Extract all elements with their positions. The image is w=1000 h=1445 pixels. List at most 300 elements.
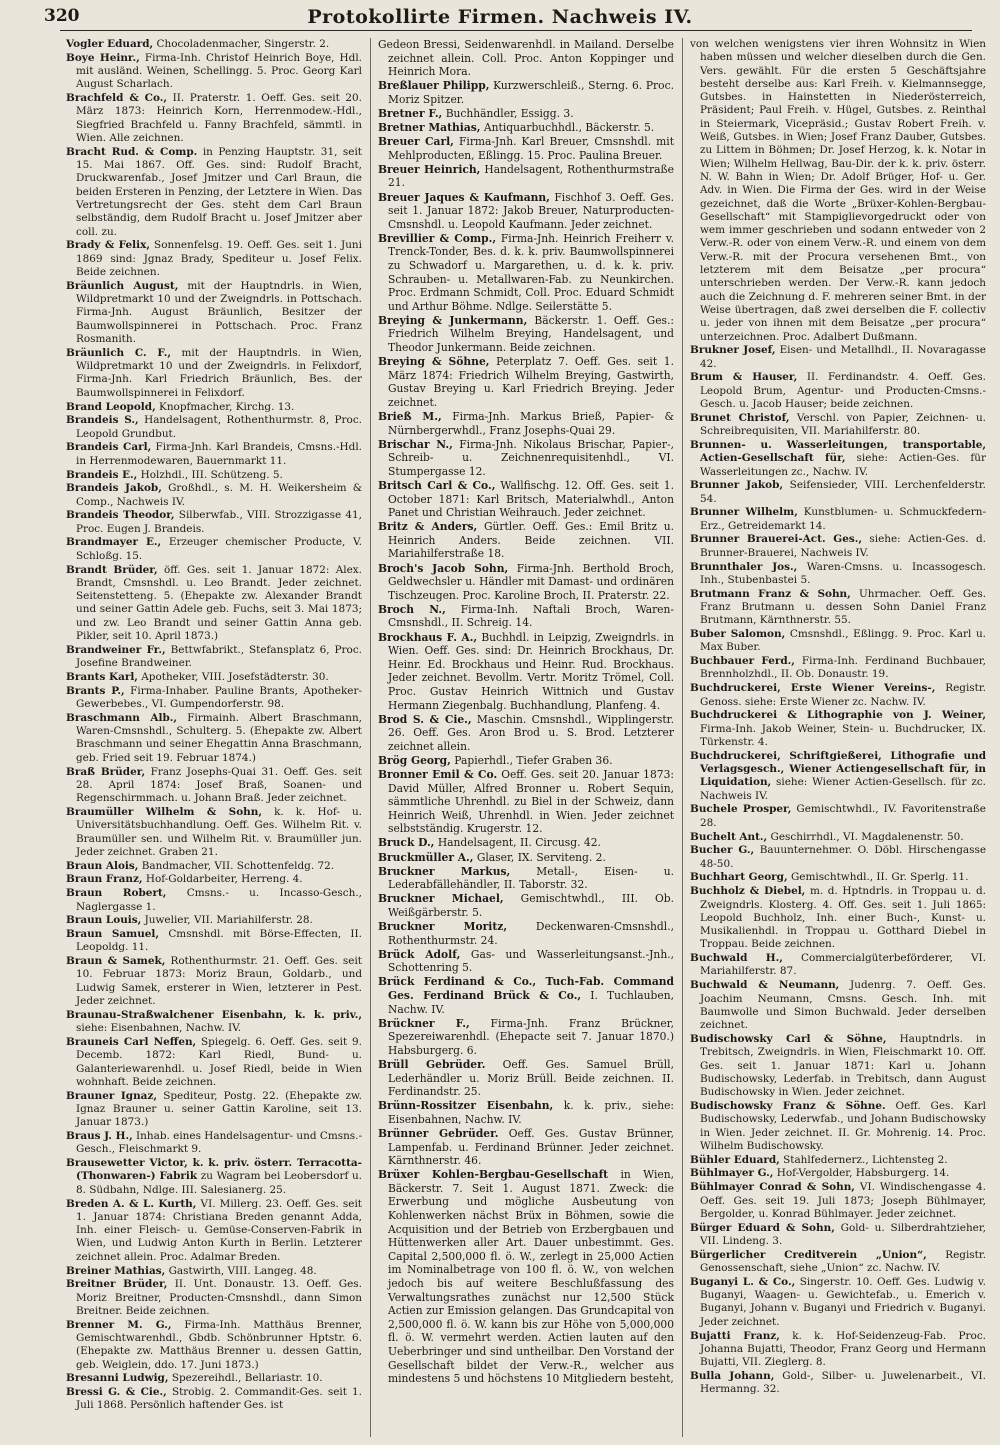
entry-firm-name: Brück Adolf, xyxy=(378,947,461,961)
entry-firm-name: Braun Louis, xyxy=(66,914,142,927)
entry-firm-name: Brieß M., xyxy=(378,410,442,424)
directory-entry xyxy=(690,952,986,979)
entry-details: Oeff. Ges. Gustav Brünner, Lampenfab. u. Ferdinand Brünner. Jeder zeichnet. Kärnthnerstr. 46. xyxy=(388,1126,674,1168)
entry-details: Gold-, Silber- u. Juwelenarbeit., VI. Hermanng. 32. xyxy=(700,1369,986,1396)
directory-entry xyxy=(378,631,674,713)
entry-firm-name: Brockhaus F. A., xyxy=(378,630,478,644)
entry-firm-name: Buchelt Ant., xyxy=(690,830,768,843)
directory-entry xyxy=(378,121,674,135)
entry-firm-name: Bruckner Markus, xyxy=(378,864,511,878)
directory-entry xyxy=(66,887,362,914)
directory-entry xyxy=(378,38,674,79)
entry-details: Singerstr. 10. Oeff. Ges. Ludwig v. Buganyi, Waagen- u. Gewichtefab., u. Emerich v. Buganyi, Johann v. Buganyi und Friedrich v. Buganyi. Jeder zeichnet. xyxy=(700,1275,986,1328)
entry-details: Wallfischg. 12. Off. Ges. seit 1. October 1871: Karl Britsch, Materialwhdl., Anton Panet und Christian Weihrauch. Jeder zeichnet. xyxy=(388,479,674,520)
entry-details: Gedeon Bressi, Seidenwarenhdl. in Mailand. Derselbe zeichnet allein. Coll. Proc. Anton Koppinger und Heinrich Mora. xyxy=(378,38,674,79)
directory-entry xyxy=(66,873,362,886)
directory-entry xyxy=(66,441,362,468)
entry-details: Fischhof 3. Oeff. Ges. seit 1. Januar 1872: Jakob Breuer, Naturproducten-Cmsnshdl. u. Leopold Kaufmann. Jeder zeichnet. xyxy=(388,190,674,231)
directory-entry xyxy=(690,803,986,830)
entry-firm-name: Vogler Eduard, xyxy=(66,38,154,50)
entry-firm-name: Bräunlich August, xyxy=(66,279,179,292)
entry-details: Firma-Jnh. Berthold Broch, Geldwechsler u. Händler mit Damast- und ordinären Tischzeugen. Proc. Karoline Broch, II. Praterstr. 22. xyxy=(388,561,674,602)
directory-entry xyxy=(66,239,362,279)
directory-entry xyxy=(690,371,986,411)
entry-firm-name: Brunnthaler Jos., xyxy=(690,560,798,573)
entry-firm-name: Buber Salomon, xyxy=(690,628,786,641)
entry-firm-name: Brandeis Carl, xyxy=(66,441,152,454)
directory-entry xyxy=(66,644,362,671)
page-number: 320 xyxy=(44,6,80,26)
entry-details: öff. Ges. seit 1. Januar 1872: Alex. Brandt, Cmsnshdl. u. Leo Brandt. Jeder zeichnet. Seitenstetteng. 5. (Ehepakte zw. Alexander Brandt und seiner Gattin Adele geb. Fuchs, seit 3. Mai 1873; und zw. Leo Brandt und seiner Gattin Anna geb. Pikler, seit 10. April 1873.) xyxy=(76,563,362,643)
directory-entry xyxy=(378,1099,674,1126)
directory-entry xyxy=(66,1372,362,1385)
directory-entry xyxy=(378,1017,674,1058)
entry-details: Gastwirth, VIII. Langeg. 48. xyxy=(168,1264,317,1277)
entry-details: Cmsns.- u. Incasso-Gesch., Naglergasse 1. xyxy=(76,887,362,913)
entry-firm-name: Brunnen- u. Wasserleitungen, transportable, Actien-Gesellschaft für, xyxy=(690,438,986,465)
entry-details: Geschirrhdl., VI. Magdalenenstr. 50. xyxy=(770,830,964,843)
directory-entry xyxy=(378,836,674,850)
directory-entry xyxy=(378,713,674,754)
entry-details: Commercialgüterbeförderer, VI. Mariahilferstr. 87. xyxy=(700,952,986,978)
entry-details: Bettwfabrikt., Stefansplatz 6, Proc. Josefine Brandweiner. xyxy=(76,643,362,670)
directory-entry xyxy=(66,1265,362,1278)
directory-entry xyxy=(66,1198,362,1264)
entry-details: Oeff. Ges. seit 20. Januar 1873: David Müller, Alfred Bronner u. Robert Sequin, sämmtliche Uhrenhdl. zu Biel in der Schweiz, dann Heinrich Weiß, Uhrenhdl. in Wien. Jeder zeichnet selbstständig. Krugerstr. 12. xyxy=(388,767,674,836)
directory-entry xyxy=(690,1154,986,1167)
entry-firm-name: Braun Franz, xyxy=(66,873,143,886)
entry-firm-name: Brausewetter Victor, k. k. priv. österr. Terracotta- (Thonwaren-) Fabrik xyxy=(66,1157,362,1183)
entry-details: Chocoladenmacher, Singerstr. 2. xyxy=(156,38,330,50)
entry-details: Registr. Genoss. siehe: Erste Wiener zc. Nachw. IV. xyxy=(700,682,986,708)
directory-entry xyxy=(378,438,674,479)
directory-entry xyxy=(378,948,674,975)
directory-entry xyxy=(690,885,986,951)
directory-entry xyxy=(690,588,986,628)
directory-entry xyxy=(378,79,674,106)
entry-firm-name: Buchhart Georg, xyxy=(690,871,788,884)
entry-firm-name: Bujatti Franz, xyxy=(690,1329,780,1342)
directory-entry xyxy=(690,439,986,479)
entry-details: Gemischtwhdl., III. Ob. Weißgärberstr. 5. xyxy=(388,892,674,919)
entry-details: II. Ferdinandstr. 4. Oeff. Ges. Leopold Brum, Agentur- und Producten-Cmsns.-Gesch. u. Jacob Hauser; beide zeichnen. xyxy=(700,371,986,411)
directory-entry xyxy=(66,52,362,92)
entry-firm-name: Breitner Brüder, xyxy=(66,1278,168,1291)
directory-entry xyxy=(690,412,986,439)
entry-details: Kunstblumen- u. Schmuckfedern-Erz., Getreidemarkt 14. xyxy=(700,506,986,532)
entry-details: Hauptndrls. in Trebitsch, Zweigndrls. in Wien, Fleischmarkt 10. Off. Ges. seit 1. Januar 1871: Karl u. Johann Budischowsky, Lederfab. in Trebitsch, dann August Budischowsky in Wien. Jeder zeichnet. xyxy=(700,1032,986,1099)
directory-entry xyxy=(66,509,362,536)
entry-firm-name: Buchwald & Neumann, xyxy=(690,979,840,992)
entry-firm-name: Buchholz & Diebel, xyxy=(690,885,806,898)
directory-entry xyxy=(66,806,362,859)
entry-firm-name: Bucher G., xyxy=(690,844,755,857)
entry-firm-name: Breuer Jaques & Kaufmann, xyxy=(378,190,550,204)
entry-firm-name: Braun Samuel, xyxy=(66,928,160,941)
directory-entry xyxy=(690,871,986,884)
entry-details: Gas- und Wasserleitungsanst.-Jnh., Schottenring 5. xyxy=(388,947,674,975)
entry-details: Gold- u. Silberdrahtzieher, VII. Lindeng. 3. xyxy=(700,1221,986,1247)
directory-entry xyxy=(378,975,674,1016)
entry-firm-name: Brachfeld & Co., xyxy=(66,92,168,105)
directory-entry xyxy=(378,851,674,865)
entry-details: Firma-Jnh. Heinrich Freiherr v. Trenck-Tonder, Bes. d. k. k. priv. Baumwollspinnerei zu Schwadorf u. Margarethen, u. d. k. k. priv. Schrauben- u. Metallwaren-Fab. zu Neunkirchen. Proc. Erdmann Schmidt, Coll. Proc. Eduard Schmidt und Arthur Böhme. Ndlge. Seilerstätte 5. xyxy=(388,231,674,313)
header-rule xyxy=(60,30,972,31)
directory-entry xyxy=(378,107,674,121)
directory-entry xyxy=(66,1009,362,1036)
entry-details: k. k. Hof-Seidenzeug-Fab. Proc. Johanna Bujatti, Theodor, Franz Georg und Hermann Bujatti, VII. Zieglerg. 8. xyxy=(700,1329,986,1369)
directory-entry xyxy=(378,1058,674,1099)
directory-entry xyxy=(378,768,674,836)
entry-firm-name: Bronner Emil & Co. xyxy=(378,767,498,781)
entry-details: Firma-Jnh. Nikolaus Brischar, Papier-, Schreib- u. Zeichnenrequisitenhdl., VI. Stumpergasse 12. xyxy=(388,437,674,478)
entry-details: Juwelier, VII. Mariahilferstr. 28. xyxy=(144,914,313,927)
entry-details: Registr. Genossenschaft, siehe „Union“ zc. Nachw. IV. xyxy=(700,1248,986,1275)
entry-firm-name: Breying & Junkermann, xyxy=(378,313,528,327)
entry-firm-name: Breying & Söhne, xyxy=(378,355,490,369)
directory-entry xyxy=(66,685,362,712)
entry-firm-name: Bühler Eduard, xyxy=(690,1153,780,1166)
directory-entry xyxy=(66,1157,362,1197)
entry-details: Oeff. Ges. Samuel Brüll, Lederhändler u. Moriz Brüll. Beide zeichnen. II. Ferdinandstr. 25. xyxy=(388,1057,674,1099)
entry-firm-name: Buchdruckerei, Erste Wiener Vereins-, xyxy=(690,682,936,695)
entry-details: Maschin. Cmsnshdl., Wipplingerstr. 26. Oeff. Ges. Aron Brod u. S. Brod. Letzterer zeichnet allein. xyxy=(388,712,674,753)
directory-entry xyxy=(66,914,362,927)
entry-firm-name: Buganyi L. & Co., xyxy=(690,1275,796,1288)
directory-entry xyxy=(378,920,674,947)
directory-entry xyxy=(690,1370,986,1397)
directory-entry xyxy=(378,163,674,190)
directory-entry xyxy=(378,754,674,768)
entry-firm-name: Bruck D., xyxy=(378,836,435,850)
entry-details: von welchen wenigstens vier ihren Wohnsitz in Wien haben müssen und welcher dieselben durch die Gen. Vers. gewählt. Für die ersten 5 Geschäftsjahre besteht derselbe aus: Karl Freih. v. Kielmannsegge, Gutsbes. in Hainstetten in Niederösterreich, Präsident; Paul Freih. v. Hügel, Gutsbes. z. Reinthal in Steiermark, Vicepräsid.; Gustav Robert Freih. v. Weiß, Gutsbes. in Wien; Josef Franz Dauber, Gutsbes. zu Littem in Böhmen; Dr. Josef Herzog, k. k. Notar in Wien; Wilhelm Hellwag, Bau-Dir. der k. k. priv. österr. N. W. Bahn in Wien; Dr. Adolf Brüger, Hof- u. Ger. Adv. in Wien. Die Firma der Ges. wird in der Weise gezeichnet, daß die Worte „Brüxer-Kohlen-Bergbau-Gesellschaft“ mit Stampiglievorgedruckt oder von wem immer geschrieben und sodann entweder von 2 Verw.-R. oder von einem Verw.-R. und einem von dem Verw.-R. mit der Procura versehenen Bmt., von letzterem mit dem Beisatze „per procura“ unterschrieben werden. Der Verw.-R. kann jedoch auch die Zeichnung d. F. mehreren seiner Bmt. in der Weise übertragen, daß zwei derselben die F. collectiv u. jeder von ihnen mit dem Beisatze „per procura“ unterzeichnen. Proc. Adalbert Dußmann. xyxy=(690,38,986,343)
directory-entry xyxy=(66,414,362,441)
entry-firm-name: Buchwald H., xyxy=(690,952,783,965)
entry-firm-name: Brunner Jakob, xyxy=(690,479,784,492)
entry-details: mit der Hauptndrls. in Wien, Wildpretmarkt 10 und der Zweigndrls. in Felixdorf, Firma-Jnh. Karl Friedrich Bräunlich, Bes. der Baumwollspinnerei in Felixdorf. xyxy=(76,346,362,399)
entry-details: Buchhändler, Essigg. 3. xyxy=(445,106,574,120)
entry-firm-name: Budischowsky Franz & Söhne. xyxy=(690,1099,886,1112)
entry-details: Eisen- und Metallhdl., II. Novaragasse 42. xyxy=(700,344,986,370)
directory-entry xyxy=(378,314,674,355)
entry-details: Bandmacher, VII. Schottenfeldg. 72. xyxy=(141,859,335,872)
directory-entry xyxy=(66,1036,362,1089)
directory-entry xyxy=(690,1249,986,1276)
entry-details: Metall-, Eisen- u. Lederabfällehändler, II. Taborstr. 32. xyxy=(388,864,674,892)
directory-entry xyxy=(690,1330,986,1370)
entry-firm-name: Braß Brüder, xyxy=(66,765,146,778)
entry-details: Rothenthurmstr. 21. Oeff. Ges. seit 10. Februar 1873: Moriz Braun, Goldarb., und Ludwig Samek, ersterer in Wien, letzterer in Pest. Jeder zeichnet. xyxy=(76,955,362,1008)
entry-details: Bauunternehmer. O. Döbl. Hirschengasse 48-50. xyxy=(700,844,986,870)
entry-details: Gemischtwhdl., IV. Favoritenstraße 28. xyxy=(700,803,986,829)
entry-firm-name: Braus J. H., xyxy=(66,1130,133,1143)
directory-entry xyxy=(66,671,362,684)
entry-details: Firma-Jnh. Franz Brückner, Spezereiwarenhdl. (Ehepacte seit 7. Januar 1870.) Habsburgerg. 6. xyxy=(388,1016,674,1057)
entry-details: Spezereihdl., Bellariastr. 10. xyxy=(171,1372,323,1385)
entry-firm-name: Brög Georg, xyxy=(378,753,451,767)
entry-details: Silberwfab., VIII. Strozzigasse 41, Proc. Eugen J. Brandeis. xyxy=(76,509,362,535)
entry-details: Firma-Inh. Matthäus Brenner, Gemischtwarenhdl., Gbdb. Schönbrunner Hptstr. 6. (Ehepakte zw. Matthäus Brenner u. dessen Gattin, geb. Weiglein, ddo. 17. Juni 1873.) xyxy=(76,1318,362,1371)
entry-firm-name: Brants Karl, xyxy=(66,670,138,683)
entry-details: Holzhdl., III. Schützeng. 5. xyxy=(140,468,283,481)
directory-entry xyxy=(690,561,986,588)
directory-entry xyxy=(690,709,986,749)
entry-details: Gemischtwhdl., II. Gr. Sperlg. 11. xyxy=(790,871,969,884)
entry-firm-name: Brunet Christof, xyxy=(690,411,790,424)
entry-details: siehe: Wiener Actien-Gesellsch. für zc. Nachweis IV. xyxy=(700,776,986,802)
entry-firm-name: Braun Robert, xyxy=(66,887,167,900)
entry-firm-name: Bresanni Ludwig, xyxy=(66,1372,169,1385)
entry-firm-name: Brandeis S., xyxy=(66,414,139,427)
entry-firm-name: Braun & Samek, xyxy=(66,955,166,968)
entry-details: VI. Millerg. 23. Oeff. Ges. seit 1. Januar 1874: Christiana Breden genannt Adda, Inh. einer Fleisch- u. Gemüse-Conserven-Fabrik in Wien, und Ludwig Anton Kurth in Berlin. Letzterer zeichnet allein. Proc. Adalmar Breden. xyxy=(76,1197,362,1263)
entry-firm-name: Bühlmayer Conrad & Sohn, xyxy=(690,1181,855,1194)
directory-entry xyxy=(378,232,674,314)
entry-firm-name: Brischar N., xyxy=(378,437,453,451)
entry-firm-name: Bruckner Michael, xyxy=(378,892,504,906)
directory-entry xyxy=(66,1130,362,1157)
directory-entry xyxy=(66,347,362,400)
entry-details: Apotheker, VIII. Josefstädterstr. 30. xyxy=(141,670,329,683)
entry-firm-name: Britz & Anders, xyxy=(378,520,478,534)
entry-details: II. Unt. Donaustr. 13. Oeff. Ges. Moriz Breitner, Producten-Cmsnshdl., dann Simon Breitner. Beide zeichnen. xyxy=(76,1278,362,1317)
entry-details: Glaser, IX. Serviteng. 2. xyxy=(476,850,606,864)
directory-entry xyxy=(378,603,674,630)
entry-firm-name: Boye Heinr., xyxy=(66,51,140,64)
entry-firm-name: Bretner F., xyxy=(378,106,443,120)
entry-firm-name: Breden A. & L. Kurth, xyxy=(66,1197,197,1210)
entry-firm-name: Brück Ferdinand & Co., Tuch-Fab. Command Ges. Ferdinand Brück & Co., xyxy=(378,975,674,1002)
entry-firm-name: Brunner Brauerei-Act. Ges., xyxy=(690,533,862,546)
directory-entry xyxy=(66,482,362,509)
entry-details: Handelsagent, Rothenthurmstraße 21. xyxy=(388,162,674,190)
entry-details: Uhrmacher. Oeff. Ges. Franz Brutmann u. dessen Sohn Daniel Franz Brutmann, Kärnthnerstr. 55. xyxy=(700,587,986,627)
column-2 xyxy=(370,38,674,1437)
entry-details: Waren-Cmsns. u. Incassogesch. Inh., Stubenbastei 5. xyxy=(700,560,986,586)
entry-firm-name: Bürgerlicher Creditverein „Union“, xyxy=(690,1248,927,1261)
entry-firm-name: Breiner Mathias, xyxy=(66,1264,166,1277)
entry-firm-name: Brünn-Rossitzer Eisenbahn, xyxy=(378,1099,554,1113)
entry-details: Seifensieder, VIII. Lerchenfelderstr. 54. xyxy=(700,479,986,505)
entry-details: Firmainh. Albert Braschmann, Waren-Cmsnshdl., Schulterg. 5. (Ehepakte zw. Albert Braschmann und seiner Ehegattin Anna Braschmann, geb. Fried seit 19. Februar 1874.) xyxy=(76,711,362,764)
directory-entry xyxy=(66,146,362,239)
entry-details: Kurzwerschleiß., Sterng. 6. Proc. Moriz Spitzer. xyxy=(388,79,674,106)
entry-details: zu Wagram bei Leobersdorf u. 8. Südbahn, Ndlge. III. Salesianerg. 25. xyxy=(76,1170,362,1196)
directory-entry xyxy=(378,520,674,561)
directory-entry xyxy=(690,628,986,655)
directory-entry xyxy=(378,1168,674,1386)
entry-details: Buchhdl. in Leipzig, Zweigndrls. in Wien. Oeff. Ges. sind: Dr. Heinrich Brockhaus, Dr. Heinr. Ed. Brockhaus und Heinr. Rud. Brockhaus. Jeder zeichnet. Bevollm. Vertr. Moritz Trömel, Coll. Proc. Gustav Heinrich Wittnich und Gustav Hermann Ziegenbalg. Buchhandlung, Planfeng. 4. xyxy=(388,630,674,712)
entry-details: Handelsagent, Rothenthurmstr. 8, Proc. Leopold Grundbut. xyxy=(76,414,362,440)
directory-entry xyxy=(378,191,674,232)
directory-entry xyxy=(378,410,674,437)
directory-entry xyxy=(690,1100,986,1153)
entry-firm-name: Braun Alois, xyxy=(66,859,139,872)
directory-entry xyxy=(690,844,986,871)
entry-details: Erzeuger chemischer Producte, V. Schloßg. 15. xyxy=(76,536,362,562)
entry-firm-name: Buchdruckerei & Lithographie von J. Weiner, xyxy=(690,709,986,722)
directory-entry xyxy=(66,1090,362,1130)
directory-entry xyxy=(66,928,362,955)
entry-details: Knopfmacher, Kirchg. 13. xyxy=(159,400,295,413)
directory-entry xyxy=(66,401,362,414)
entry-firm-name: Brüxer Kohlen-Bergbau-Gesellschaft xyxy=(378,1168,609,1182)
directory-entry xyxy=(66,280,362,346)
directory-entry xyxy=(66,955,362,1008)
entry-details: Gürtler. Oeff. Ges.: Emil Britz u. Heinrich Anders. Beide zeichnen. VII. Mariahilferstraße 18. xyxy=(388,520,674,561)
entry-firm-name: Braumüller Wilhelm & Sohn, xyxy=(66,805,262,818)
entry-firm-name: Brenner M. G., xyxy=(66,1318,172,1331)
entry-firm-name: Budischowsky Carl & Söhne, xyxy=(690,1032,887,1045)
entry-firm-name: Breuer Heinrich, xyxy=(378,162,481,176)
entry-firm-name: Brukner Josef, xyxy=(690,344,776,357)
entry-firm-name: Brückner F., xyxy=(378,1016,470,1030)
entry-firm-name: Brauneis Carl Neffen, xyxy=(66,1035,197,1048)
directory-entry xyxy=(690,1167,986,1180)
directory-entry xyxy=(690,506,986,533)
entry-firm-name: Breßlauer Philipp, xyxy=(378,79,490,93)
directory-entry xyxy=(690,1181,986,1221)
directory-entry xyxy=(690,479,986,506)
directory-entry xyxy=(66,1386,362,1413)
directory-entry xyxy=(66,92,362,145)
entry-details: Firma-Jnh. Karl Brandeis, Cmsns.-Hdl. in Herrenmodewaren, Bauernmarkt 11. xyxy=(76,441,362,467)
entry-firm-name: Brandeis Jakob, xyxy=(66,482,162,495)
entry-details: Cmsnshdl. mit Börse-Effecten, II. Leopoldg. 11. xyxy=(76,928,362,954)
directory-entry xyxy=(690,979,986,1032)
entry-details: k. k. Hof- u. Universitätsbuchhandlung. Oeff. Ges. Wilhelm Rit. v. Braumüller sen. und Wilhelm Rit. v. Braumüller jun. Jeder zeichnet. Graben 21. xyxy=(76,805,362,858)
entry-details: Peterplatz 7. Oeff. Ges. seit 1. März 1874: Friedrich Wilhelm Breying, Gastwirth, Gustav Breying u. Karl Friedrich Breying. Jeder zeichnet. xyxy=(388,355,674,409)
entry-details: Firma-Inh. Naftali Broch, Waren-Cmsnshdl., II. Schreig. 14. xyxy=(388,602,674,630)
entry-details: Großhdl., s. M. H. Weikersheim & Comp., Nachweis IV. xyxy=(76,482,362,508)
directory-entry xyxy=(690,344,986,371)
columns xyxy=(66,38,986,1437)
entry-firm-name: Brady & Felix, xyxy=(66,239,150,252)
entry-firm-name: Bretner Mathias, xyxy=(378,121,481,135)
column-3 xyxy=(682,38,986,1437)
entry-firm-name: Bühlmayer G., xyxy=(690,1167,774,1180)
entry-details: Firma-Inh. Christof Heinrich Boye, Hdl. mit ausländ. Weinen, Schellingg. 5. Proc. Georg Karl August Scharlach. xyxy=(76,51,362,91)
entry-firm-name: Brandeis Theodor, xyxy=(66,509,175,522)
entry-details: mit der Hauptndrls. in Wien, Wildpretmarkt 10 und der Zweigndrls. in Pottschach. Firma-Jnh. August Bräunlich, Besitzer der Baumwollspinnerei in Pottschach. Proc. Franz Rosmanith. xyxy=(76,279,362,346)
directory-entry xyxy=(690,750,986,803)
entry-details: Sonnenfelsg. 19. Oeff. Ges. seit 1. Juni 1869 sind: Jgnaz Brady, Spediteur u. Josef Felix. Beide zeichnen. xyxy=(76,239,362,279)
entry-firm-name: Brandweiner Fr., xyxy=(66,643,166,656)
entry-details: Firma-Jnh. Markus Brieß, Papier- & Nürnbergerwhdl., Franz Josephs-Quai 29. xyxy=(388,410,674,437)
entry-details: Firma-Inh. Jakob Weiner, Stein- u. Buchdrucker, IX. Türkenstr. 4. xyxy=(700,722,986,748)
entry-firm-name: Brünner Gebrüder. xyxy=(378,1126,499,1140)
directory-entry xyxy=(690,1033,986,1099)
page-title: Protokollirte Firmen. Nachweis IV. xyxy=(307,6,693,28)
entry-firm-name: Bruckner Moritz, xyxy=(378,920,508,933)
directory-entry xyxy=(378,479,674,520)
entry-details: Spediteur, Postg. 22. (Ehepakte zw. Ignaz Brauner u. seiner Gattin Karoline, seit 13. Januar 1873.) xyxy=(76,1089,362,1129)
entry-firm-name: Brandmayer E., xyxy=(66,536,162,549)
directory-entry xyxy=(378,865,674,892)
entry-firm-name: Brutmann Franz & Sohn, xyxy=(690,587,851,600)
directory-entry xyxy=(378,562,674,603)
entry-details: Firma-Jnh. Karl Breuer, Cmsnshdl. mit Mehlproducten, Eßlingg. 15. Proc. Paulina Breuer. xyxy=(388,135,674,162)
directory-entry xyxy=(378,135,674,162)
entry-details: siehe: Actien-Ges. d. Brunner-Brauerei, Nachweis IV. xyxy=(700,533,986,559)
directory-entry xyxy=(690,655,986,682)
directory-entry xyxy=(690,533,986,560)
directory-entry xyxy=(378,1127,674,1168)
directory-entry xyxy=(66,38,362,51)
directory-entry xyxy=(66,536,362,563)
entry-details: Handelsagent, II. Circusg. 42. xyxy=(437,836,601,850)
entry-details: Stahlfedernerz., Lichtensteg 2. xyxy=(783,1153,948,1166)
entry-firm-name: Braunau-Straßwalchener Eisenbahn, k. k. priv., xyxy=(66,1008,362,1021)
entry-details: Strobig. 2. Commandit-Ges. seit 1. Juli 1868. Persönlich haftender Ges. ist xyxy=(76,1386,362,1412)
entry-firm-name: Bracht Rud. & Comp. xyxy=(66,145,198,158)
entry-firm-name: Buchdruckerei, Schriftgießerei, Lithografie und Verlagsgesch., Wiener Actiengesellschaft für, in Liquidation, xyxy=(690,749,986,789)
entry-firm-name: Brod S. & Cie., xyxy=(378,712,472,726)
entry-details: Deckenwaren-Cmsnshdl., Rothenthurmstr. 24. xyxy=(388,920,674,947)
entry-details: II. Praterstr. 1. Oeff. Ges. seit 20. März 1873: Heinrich Korn, Herrenmodew.-Hdl., Siegfried Brachfeld u. Fanny Brachfeld, sämmtl. in Wien. Alle zeichnen. xyxy=(76,92,362,145)
entry-details: I. Tuchlauben, Nachw. IV. xyxy=(388,988,674,1016)
entry-details: Firma-Inh. Ferdinand Buchbauer, Brennholzhdl., II. Ob. Donaustr. 19. xyxy=(700,655,986,681)
entry-firm-name: Britsch Carl & Co., xyxy=(378,479,496,492)
entry-details: Hof-Goldarbeiter, Herreng. 4. xyxy=(145,873,303,886)
entry-details: Firma-Inhaber. Pauline Brants, Apotheker-Gewerbebes., VI. Gumpendorferstr. 98. xyxy=(76,684,362,711)
entry-firm-name: Brand Leopold, xyxy=(66,400,156,413)
entry-firm-name: Broch N., xyxy=(378,602,446,616)
entry-firm-name: Brauner Ignaz, xyxy=(66,1089,157,1102)
entry-firm-name: Bräunlich C. F., xyxy=(66,346,172,359)
directory-entry xyxy=(66,469,362,482)
entry-firm-name: Bressi G. & Cie., xyxy=(66,1386,167,1399)
entry-firm-name: Brandt Brüder, xyxy=(66,563,158,576)
entry-firm-name: Braschmann Alb., xyxy=(66,711,178,724)
entry-firm-name: Breuer Carl, xyxy=(378,135,454,149)
entry-details: Oeff. Ges. Karl Budischowsky, Lederwfab., und Johann Budischowsky in Wien. Jeder zeichnet. II. Gr. Mohrenig. 14. Proc. Wilhelm Budischowsky. xyxy=(700,1099,986,1152)
directory-entry xyxy=(66,860,362,873)
entry-firm-name: Bulla Johann, xyxy=(690,1369,775,1382)
entry-details: Papierhdl., Tiefer Graben 36. xyxy=(454,753,613,767)
entry-firm-name: Broch's Jacob Sohn, xyxy=(378,561,509,575)
entry-details: siehe: Actien-Ges. für Wasserleitungen zc., Nachw. IV. xyxy=(700,452,986,478)
entry-details: Inhab. eines Handelsagentur- und Cmsns.-Gesch., Fleischmarkt 9. xyxy=(76,1130,362,1156)
directory-entry xyxy=(66,1319,362,1372)
entry-details: m. d. Hptndrls. in Troppau u. d. Zweigndrls. Klosterg. 4. Off. Ges. seit 1. Juli 1865: Leopold Buchholz, Inh. einer Buch-, Kunst- u. Musikalienhdl. in Troppau u. Gotthard Diebel in Troppau. Beide zeichnen. xyxy=(700,885,986,951)
directory-entry xyxy=(66,766,362,806)
directory-entry xyxy=(378,892,674,919)
entry-firm-name: Brants P., xyxy=(66,684,125,697)
directory-entry xyxy=(690,1276,986,1329)
entry-details: in Penzing Hauptstr. 31, seit 15. Mai 1867. Off. Ges. sind: Rudolf Bracht, Druckwarenfab., Josef Jmitzer und Carl Braun, die beiden Ersteren in Penzing, der Letztere in Wien. Das Vertretungsrecht der Ges. steht dem Carl Braun selbständig, dem Rudolf Bracht u. Josef Jmitzer aber coll. zu. xyxy=(76,145,362,238)
entry-firm-name: Buchbauer Ferd., xyxy=(690,655,795,668)
directory-entry xyxy=(378,355,674,409)
entry-firm-name: Bürger Eduard & Sohn, xyxy=(690,1221,835,1234)
entry-details: Cmsnshdl., Eßlingg. 9. Proc. Karl u. Max Buber. xyxy=(700,628,986,654)
directory-entry xyxy=(690,831,986,844)
entry-firm-name: Brevillier & Comp., xyxy=(378,231,497,245)
directory-entry xyxy=(66,1278,362,1318)
entry-details: Bäckerstr. 1. Oeff. Ges.: Friedrich Wilhelm Breying, Handelsagent, und Theodor Junkermann. Beide zeichnen. xyxy=(388,313,674,355)
directory-entry xyxy=(66,564,362,644)
entry-details: siehe: Eisenbahnen, Nachw. IV. xyxy=(76,1022,242,1035)
entry-details: Verschl. von Papier, Zeichnen- u. Schreibrequisiten, VII. Mariahilferstr. 80. xyxy=(700,411,986,438)
directory-entry xyxy=(690,38,986,344)
entry-firm-name: Brandeis E., xyxy=(66,468,138,481)
entry-details: Hof-Vergolder, Habsburgerg. 14. xyxy=(776,1167,950,1180)
column-1 xyxy=(66,38,362,1437)
entry-details: Antiquarbuchhdl., Bäckerstr. 5. xyxy=(483,121,655,135)
entry-firm-name: Buchele Prosper, xyxy=(690,803,792,816)
entry-firm-name: Brum & Hauser, xyxy=(690,371,798,384)
entry-firm-name: Brüll Gebrüder. xyxy=(378,1057,486,1071)
